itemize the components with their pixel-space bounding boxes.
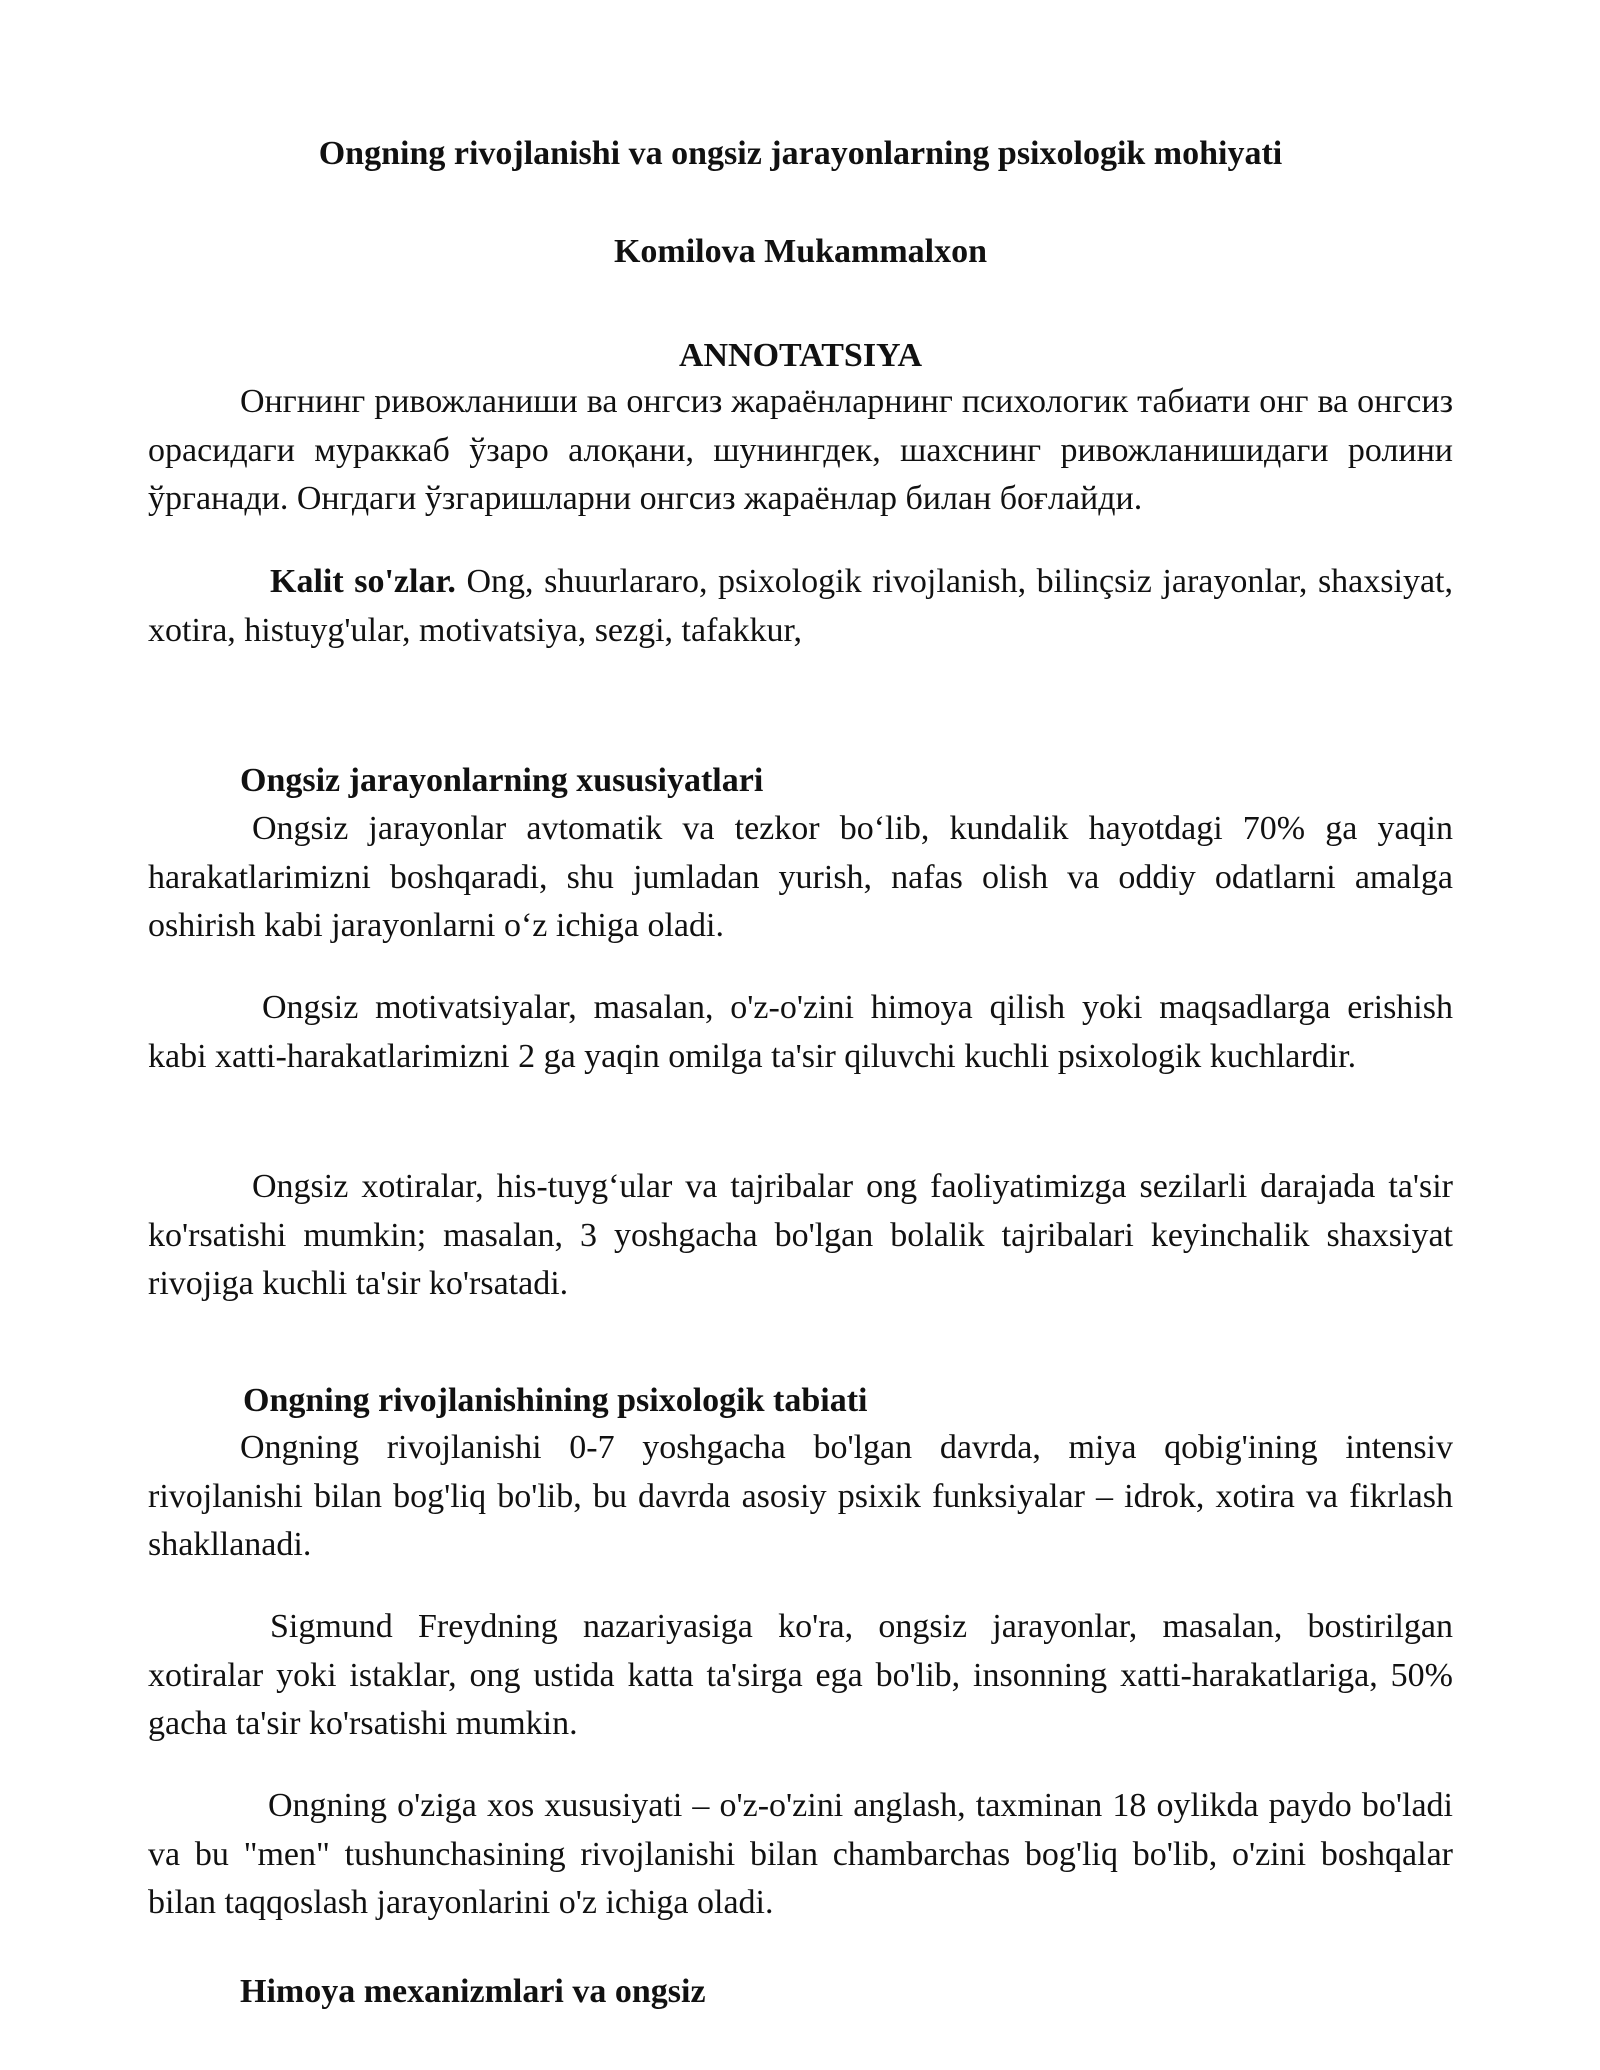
paragraph: Ongning o'ziga xos xususiyati – o'z-o'zini anglash, taxminan 18 oylikda paydo bo'ladi va bu "men" tushunchasining rivojlanishi bilan chambarchas bog'liq bo'lib, o'zini boshqalar bilan taqqoslash jarayonlarini o'z ichiga oladi. [148, 1787, 1453, 1921]
paragraph: Ongsiz xotiralar, his-tuyg‘ular va tajribalar ong faoliyatimizga sezilarli darajada ta'sir ko'rsatishi mumkin; masalan, 3 yoshgacha bo'lgan bolalik tajribalari keyinchalik shaxsiyat rivojiga kuchli ta'sir ko'rsatadi. [148, 1168, 1453, 1302]
annotation-text: Онгнинг ривожланиши ва онгсиз жараёнларнинг психологик табиати онг ва онгсиз орасидаги мураккаб ўзаро алоқани, шунингдек, шахснинг ривожланишидаги ролини ўрганади. Онгдаги ўзгаришларни онгсиз жараёнлар билан боғлайди. [148, 383, 1453, 517]
document-page [148, 0, 1453, 2070]
paragraph: Ongsiz motivatsiyalar, masalan, o'z-o'zini himoya qilish yoki maqsadlarga erishish kabi xatti-harakatlarimizni 2 ga yaqin omilga ta'sir qiluvchi kuchli psixologik kuchlardir. [148, 989, 1453, 1075]
keywords-paragraph [148, 558, 1453, 655]
keywords-label: Kalit so'zlar. [270, 563, 456, 600]
annotation-heading: ANNOTATSIYA [678, 337, 923, 374]
document-title: Ongning rivojlanishi va ongsiz jarayonlarning psixologik mohiyati [318, 135, 1283, 172]
section-heading-ong-rivojlanishi: Ongning rivojlanishining psixologik tabiati [243, 1382, 868, 1419]
paragraph: Sigmund Freydning nazariyasiga ko'ra, ongsiz jarayonlar, masalan, bostirilgan xotiralar yoki istaklar, ong ustida katta ta'sirga ega bo'lib, insonning xatti-harakatlariga, 50% gacha ta'sir ko'rsatishi mumkin. [148, 1608, 1453, 1742]
section-heading-himoya-mexanizmlari: Himoya mexanizmlari va ongsiz [240, 1973, 706, 2010]
annotation-paragraph [148, 378, 1453, 524]
keywords-text: Ong, shuurlararo, psixologik rivojlanish, bilinçsiz jarayonlar, shaxsiyat, xotira, histuyg'ular, motivatsiya, sezgi, tafakkur, [148, 563, 1453, 649]
paragraph: Ongning rivojlanishi 0-7 yoshgacha bo'lgan davrda, miya qobig'ining intensiv rivojlanishi bilan bog'liq bo'lib, bu davrda asosiy psixik funksiyalar – idrok, xotira va fikrlash shakllanadi. [148, 1429, 1453, 1563]
section-heading-ongsiz-xususiyatlari: Ongsiz jarayonlarning xususiyatlari [240, 762, 764, 799]
document-author: Komilova Mukammalxon [613, 233, 988, 270]
paragraph: Ongsiz jarayonlar avtomatik va tezkor bo‘lib, kundalik hayotdagi 70% ga yaqin harakatlarimizni boshqaradi, shu jumladan yurish, nafas olish va oddiy odatlarni amalga oshirish kabi jarayonlarni o‘z ichiga oladi. [148, 810, 1453, 944]
